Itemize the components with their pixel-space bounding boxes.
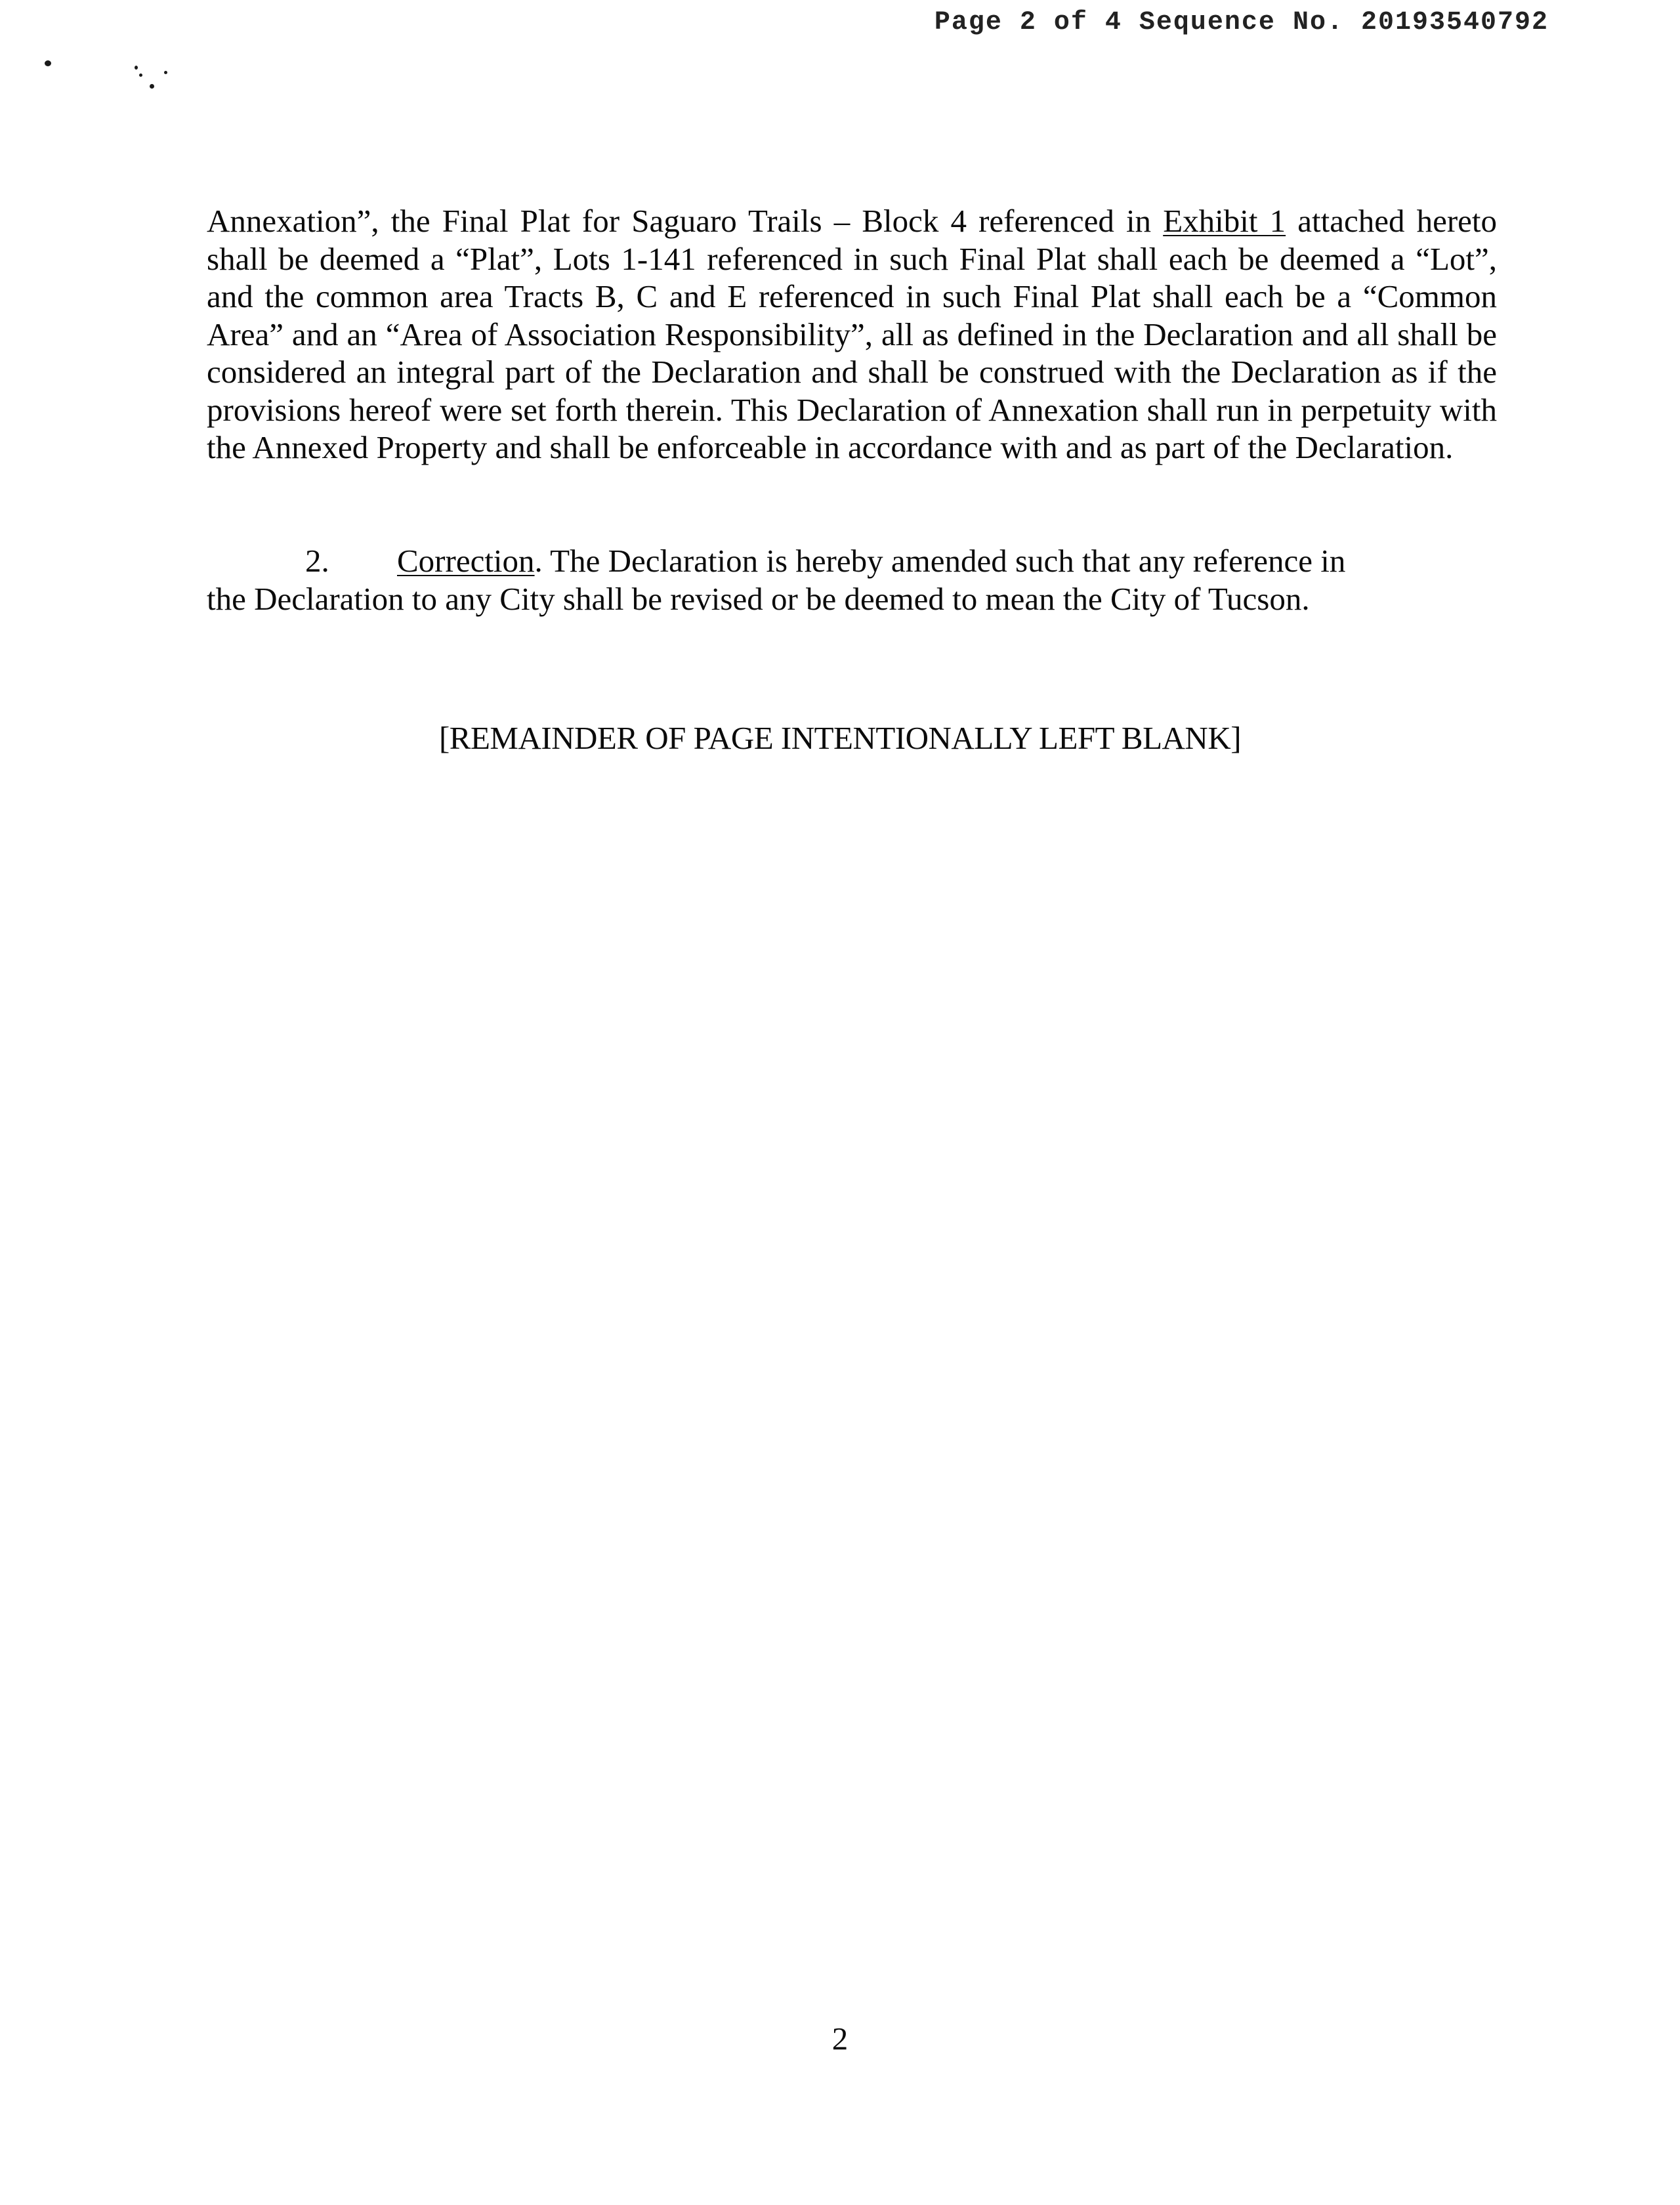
correction-line-2: the Declaration to any City shall be revised or be deemed to mean the City of Tucson. bbox=[207, 580, 1310, 617]
paragraph-text: . The Declaration is hereby amended such that any reference in bbox=[534, 543, 1346, 579]
correction-line-1 bbox=[207, 542, 1497, 580]
intentionally-blank-notice: [REMAINDER OF PAGE INTENTIONALLY LEFT BLANK] bbox=[438, 720, 1242, 756]
scan-speck bbox=[135, 66, 138, 70]
correction-paragraph bbox=[207, 542, 1497, 618]
exhibit-reference: Exhibit 1 bbox=[1163, 203, 1286, 239]
paragraph-text: attached hereto shall be deemed a “Plat”, Lots 1-141 referenced in such Final Plat shall each be deemed a “Lot”, and the common area Tracts B, C and E referenced in such Final Plat shall each be a “Common Area” and an “Area of Association Responsibility”, all as defined in the Declaration and all shall be considered an integral part of the Declaration and shall be construed with the Declaration as if the provisions hereof were set forth therein. This Declaration of Annexation shall run in perpetuity with the Annexed Property and shall be enforceable in accordance with and as part of the Declaration. bbox=[207, 203, 1497, 465]
scan-speck bbox=[150, 84, 154, 89]
section-number: 2. bbox=[305, 543, 329, 579]
scan-speck bbox=[45, 60, 51, 66]
section-heading: Correction bbox=[397, 543, 535, 579]
scan-speck bbox=[164, 71, 167, 74]
page-sequence-header: Page 2 of 4 Sequence No. 20193540792 bbox=[934, 8, 1549, 37]
paragraph-text: Annexation”, the Final Plat for Saguaro Trails – Block 4 referenced in bbox=[207, 203, 1164, 239]
scan-speck bbox=[139, 74, 142, 77]
annexation-paragraph bbox=[207, 202, 1497, 467]
page-number: 2 bbox=[831, 2021, 849, 2057]
